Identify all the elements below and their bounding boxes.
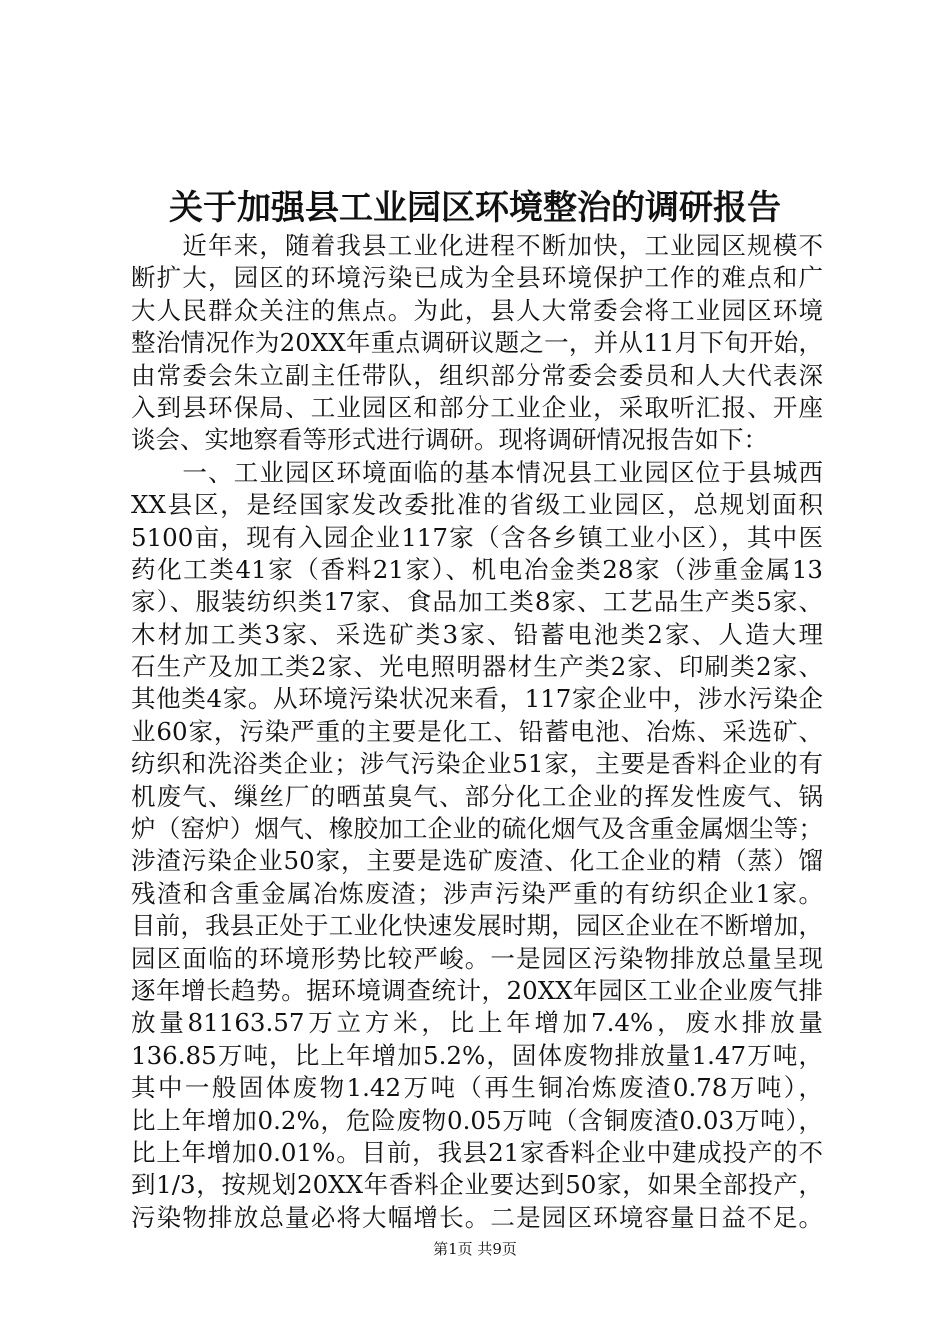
body-line: 入到县环保局、工业园区和部分工业企业，采取听汇报、开座 (131, 392, 823, 422)
body-line: 其中一般固体废物1.42万吨（再生铜冶炼废渣0.78万吨）， (131, 1073, 823, 1103)
body-line: 大人民群众关注的焦点。为此，县人大常委会将工业园区环境 (131, 295, 823, 325)
body-line: 炉（窑炉）烟气、橡胶加工企业的硫化烟气及含重金属烟尘等； (131, 814, 823, 844)
body-line: 业60家，污染严重的主要是化工、铅蓄电池、冶炼、采选矿、 (131, 716, 823, 746)
body-line: 比上年增加0.2%，危险废物0.05万吨（含铜废渣0.03万吨）， (131, 1105, 823, 1135)
body-line: 放量81163.57万立方米，比上年增加7.4%，废水排放量 (131, 1008, 823, 1038)
body-line: 谈会、实地察看等形式进行调研。现将调研情况报告如下： (131, 425, 768, 455)
body-line: 石生产及加工类2家、光电照明器材生产类2家、印刷类2家、 (131, 652, 823, 682)
body-line: 近年来，随着我县工业化进程不断加快，工业园区规模不 (131, 231, 823, 260)
body-line: 5100亩，现有入园企业117家（含各乡镇工业小区），其中医 (131, 522, 823, 552)
document-body (131, 230, 823, 1234)
page-footer: 第1页 共9页 (433, 1240, 517, 1258)
body-line: 到1/3，按规划20XX年香料企业要达到50家，如果全部投产， (131, 1170, 823, 1200)
body-line: 园区面临的环境形势比较严峻。一是园区污染物排放总量呈现 (131, 943, 823, 973)
body-line: 逐年增长趋势。据环境调查统计，20XX年园区工业企业废气排 (131, 975, 823, 1005)
body-line: 残渣和含重金属冶炼废渣；涉声污染严重的有纺织企业1家。 (131, 878, 823, 908)
body-line: 木材加工类3家、采选矿类3家、铅蓄电池类2家、人造大理 (131, 619, 823, 649)
document-title: 关于加强县工业园区环境整治的调研报告 (169, 188, 781, 228)
body-line: XX县区，是经国家发改委批准的省级工业园区，总规划面积 (131, 490, 823, 520)
body-line: 一、工业园区环境面临的基本情况县工业园区位于县城西 (131, 457, 823, 487)
body-line: 机废气、缫丝厂的晒茧臭气、部分化工企业的挥发性废气、锅 (131, 781, 823, 811)
body-line: 纺织和洗浴类企业；涉气污染企业51家，主要是香料企业的有 (131, 749, 823, 779)
body-line: 涉渣污染企业50家，主要是选矿废渣、化工企业的精（蒸）馏 (131, 846, 823, 876)
body-line: 家）、服装纺织类17家、食品加工类8家、工艺品生产类5家、 (131, 587, 823, 617)
body-line: 比上年增加0.01%。目前，我县21家香料企业中建成投产的不 (131, 1137, 823, 1167)
body-line: 其他类4家。从环境污染状况来看，117家企业中，涉水污染企 (131, 684, 823, 714)
body-line: 目前，我县正处于工业化快速发展时期，园区企业在不断增加， (131, 911, 823, 941)
body-line: 由常委会朱立副主任带队，组织部分常委会委员和人大代表深 (131, 360, 823, 390)
body-line: 药化工类41家（香料21家）、机电冶金类28家（涉重金属13 (131, 554, 823, 584)
body-line: 断扩大，园区的环境污染已成为全县环境保护工作的难点和广 (131, 263, 823, 293)
body-line: 136.85万吨，比上年增加5.2%，固体废物排放量1.47万吨， (131, 1040, 823, 1070)
body-line: 整治情况作为20XX年重点调研议题之一，并从11月下旬开始， (131, 328, 823, 358)
body-line: 污染物排放总量必将大幅增长。二是园区环境容量日益不足。 (131, 1202, 823, 1232)
